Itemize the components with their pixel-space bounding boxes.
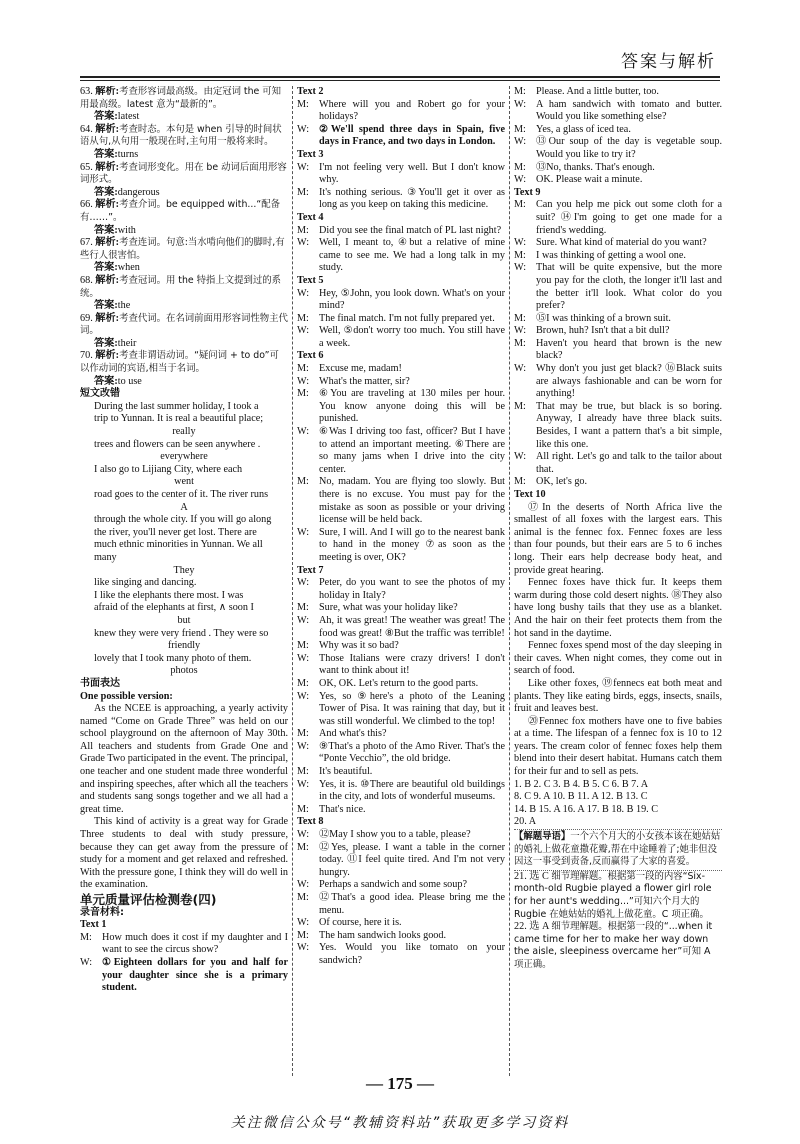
explanation-label: 解析: <box>95 312 120 324</box>
dialogue-text: Can you help me pick out some cloth for a suit? ⑭I'm going to get one made for a friend's wedding. <box>536 199 722 236</box>
correction-line: many <box>94 551 117 563</box>
correction-line: like singing and dancing. <box>94 577 197 589</box>
explanation-label: 解析: <box>95 237 120 249</box>
item-number: 68. <box>80 274 96 286</box>
dialogue-line <box>297 476 505 526</box>
column-left <box>80 86 288 1071</box>
speaker-label: M: <box>297 186 309 198</box>
answer-value: their <box>117 337 137 349</box>
speaker-label: M: <box>297 476 309 488</box>
dialogue-line <box>514 262 722 312</box>
text-title: Text 6 <box>297 350 324 362</box>
speaker-label: W: <box>297 577 310 589</box>
dialogue-line <box>514 325 722 338</box>
dialogue-line <box>297 577 505 602</box>
dialogue-line <box>514 162 722 175</box>
text-title: Text 8 <box>297 816 324 828</box>
speaker-label: W: <box>297 614 310 626</box>
correction-fix: photos <box>170 665 198 677</box>
answer-label: 答案: <box>94 375 118 387</box>
dialogue-line <box>297 225 505 238</box>
answer-item <box>80 199 288 224</box>
answer-label: 答案: <box>94 148 118 160</box>
correction-line: knew they were very friend . They were so <box>94 627 269 639</box>
speaker-label: W: <box>297 652 310 664</box>
item-number: 69. <box>80 312 96 324</box>
speaker-label: M: <box>514 400 526 412</box>
dialogue-text: ⑫Yes, please. I want a table in the corner today. ⑪I feel quite tired. And I'm not very hungry. <box>319 841 505 878</box>
dialogue-text: That's nice. <box>319 803 366 815</box>
essay-paragraph: As the NCEE is approaching, a yearly activity named “Come on Grade Three” was held on our school playground on the afternoon of May 30th. All teachers and students from Grade One and Grade Two participated in the event. The principal, one teacher and one student made three wonderful and inspiring speeches, after which all the teachers and students sang songs together and we all had a great time. <box>80 703 288 815</box>
speaker-label: M: <box>514 161 526 173</box>
section-title-writing: 书面表达 <box>80 677 120 689</box>
explanation-text: 考查代词。在名词前面用形容词性物主代词。 <box>80 312 288 337</box>
speaker-label: M: <box>297 841 309 853</box>
answer-key-line: 14. B 15. A 16. A 17. B 18. B 19. C <box>514 803 659 815</box>
answer-item <box>80 237 288 262</box>
correction-fix: friendly <box>167 640 201 652</box>
dialogue-text: The ham sandwich looks good. <box>319 929 447 941</box>
correction-fix: everywhere <box>160 451 208 463</box>
speaker-label: W: <box>297 287 310 299</box>
speaker-label: M: <box>297 677 309 689</box>
speaker-label: W: <box>80 956 93 968</box>
speaker-label: W: <box>297 917 310 929</box>
dialogue-text: ⑬No, thanks. That's enough. <box>536 161 655 173</box>
dialogue-text: Ah, it was great! The weather was great! The food was great! ⑧But the traffic was terrible! <box>319 614 505 639</box>
answer-key-line: 8. C 9. A 10. B 11. A 12. B 13. C <box>514 791 648 803</box>
dialogue-line <box>514 476 722 489</box>
dialogue-text: I'm not feeling very well. But I don't know why. <box>319 161 505 186</box>
dialogue-text: It's nothing serious. ③You'll get it over as long as you keep on taking this medicine. <box>319 186 505 211</box>
page-number: — 175 — <box>366 1074 434 1093</box>
answer-line <box>80 149 288 162</box>
dialogue-line <box>80 932 288 957</box>
answer-line <box>80 338 288 351</box>
passage-paragraph: Fennec foxes spend most of the day sleeping in their caves. When night comes, they come out in search of food. <box>514 640 722 677</box>
answer-line <box>80 262 288 275</box>
passage-paragraph: Fennec foxes have thick fur. It keeps them warm during those cold desert nights. ⑱They also have long bushy tails that they use as a blanket. And the hair on their feet protects them from the hot sand in the daytime. <box>514 577 722 639</box>
dialogue-line <box>297 942 505 967</box>
dialogue-line <box>514 250 722 263</box>
speaker-label: W: <box>297 375 310 387</box>
answer-key-line: 20. A <box>514 816 537 828</box>
text-title: Text 5 <box>297 274 324 286</box>
dialogue-line <box>297 892 505 917</box>
answer-key-line: 1. B 2. C 3. B 4. B 5. C 6. B 7. A <box>514 778 649 790</box>
dialogue-line <box>297 728 505 741</box>
dialogue-text: Where will you and Robert go for your holidays? <box>319 98 505 123</box>
answer-line <box>80 300 288 313</box>
dialogue-text: ⑥Was I driving too fast, officer? But I have to attend an important meeting. ⑥There are so many jams when I drive into the city center. <box>319 426 505 475</box>
item-number: 67. <box>80 237 96 249</box>
correction-fix: but <box>177 614 191 626</box>
speaker-label: M: <box>297 728 309 740</box>
speaker-label: W: <box>297 942 310 954</box>
dialogue-line <box>514 199 722 237</box>
dialogue-text: ②We'll spend three days in Spain, five days in France, and two days in London. <box>319 123 505 148</box>
correction-line: lovely that I took many photo of them. <box>94 652 252 664</box>
explanation-label: 解析: <box>95 274 120 286</box>
correction-line: During the last summer holiday, I took a <box>94 400 259 412</box>
answer-item <box>80 313 288 338</box>
speaker-label: M: <box>297 224 309 236</box>
dialogue-text: Perhaps a sandwich and some soup? <box>319 879 467 891</box>
solution-guide <box>514 829 722 871</box>
speaker-label: W: <box>297 426 310 438</box>
text-title: Text 9 <box>514 186 541 198</box>
answer-line <box>80 111 288 124</box>
dialogue-line <box>297 930 505 943</box>
speaker-label: W: <box>297 829 310 841</box>
dialogue-line <box>297 917 505 930</box>
dialogue-line <box>297 388 505 426</box>
speaker-label: M: <box>514 337 526 349</box>
dialogue-text: Hey, ⑤John, you look down. What's on your mind? <box>319 287 505 312</box>
speaker-label: M: <box>297 602 309 614</box>
dialogue-text: Peter, do you want to see the photos of my holiday in Italy? <box>319 577 505 601</box>
dialogue-line <box>297 804 505 817</box>
dialogue-text: I was thinking of getting a wool one. <box>536 249 686 261</box>
essay-paragraph: This kind of activity is a great way for Grade Three students to deal with study pressure, because they can get away from the pressure of study for a moment and get relaxed and refreshed. With the pressure gone, I think they will do well in the examination. <box>80 816 288 891</box>
speaker-label: M: <box>297 312 309 324</box>
footer-notice: 关注微信公众号“教辅资料站”获取更多学习资料 <box>230 1115 570 1131</box>
dialogue-line <box>297 602 505 615</box>
speaker-label: M: <box>514 123 526 135</box>
speaker-label: W: <box>514 98 527 110</box>
dialogue-line <box>514 313 722 326</box>
item-number: 63. <box>80 86 96 97</box>
dialogue-line <box>80 957 288 995</box>
speaker-label: M: <box>514 86 526 97</box>
speaker-label: M: <box>297 388 309 400</box>
answer-value: the <box>117 300 131 312</box>
dialogue-text: That may be true, but black is so boring. Anyway, I already have three black suits. Besides, I want a pattern that's a bit simple, like this one. <box>536 400 722 450</box>
guide-text: 一个六个月大的小女孩本该在她姑姑的婚礼上做花童撒花瓣,帮在中途睡着了;她非但没因这一事受到责备,反而赢得了大家的喜爱。 <box>514 831 721 868</box>
dialogue-line <box>297 187 505 212</box>
explanation-label: 解析: <box>95 161 120 173</box>
answer-label: 答案: <box>94 300 118 312</box>
dialogue-text: Yes, so ⑨here's a photo of the Leaning Tower of Pisa. It was raining that day, but it was still wonderful. We climbed to the top! <box>319 690 505 727</box>
dialogue-line <box>297 653 505 678</box>
dialogue-text: What's the matter, sir? <box>319 375 410 387</box>
answer-value: turns <box>117 148 139 160</box>
header-rule <box>80 76 720 78</box>
item-number: 22. 选 A <box>514 921 552 933</box>
speaker-label: W: <box>514 237 527 249</box>
column-divider <box>292 86 293 1076</box>
header-rule-thin <box>80 80 720 81</box>
dialogue-text: ⑬Our soup of the day is vegetable soup. Would you like to try it? <box>536 136 722 160</box>
correction-fix: A <box>180 501 188 513</box>
speaker-label: M: <box>80 931 92 943</box>
speaker-label: W: <box>297 879 310 891</box>
speaker-label: M: <box>514 312 526 324</box>
dialogue-text: Well, ⑤don't worry too much. You still have a week. <box>319 325 505 349</box>
speaker-label: W: <box>297 237 310 249</box>
dialogue-text: A ham sandwich with tomato and butter. Would you like something else? <box>536 98 722 123</box>
answer-value: to use <box>117 375 142 387</box>
answer-label: 答案: <box>94 111 118 123</box>
answer-item <box>80 275 288 300</box>
correction-fix: They <box>173 564 195 576</box>
dialogue-line <box>297 527 505 565</box>
speaker-label: W: <box>297 740 310 752</box>
dialogue-line <box>297 426 505 476</box>
column-divider <box>509 86 510 1076</box>
dialogue-line <box>297 363 505 376</box>
answer-line <box>80 187 288 200</box>
dialogue-text: Brown, huh? Isn't that a bit dull? <box>536 325 670 337</box>
speaker-label: W: <box>297 778 310 790</box>
text-title: Text 10 <box>514 489 546 500</box>
passage-paragraph: ⑳Fennec fox mothers have one to five babies at a time. The lifespan of a fennec fox is 10 to 12 years. The cream color of fennec foxes help them blend into their desert habitat. Humans catch them for their fur and to sell as pets. <box>514 715 722 778</box>
dialogue-line <box>514 338 722 363</box>
column-right <box>514 86 722 1071</box>
explanation-text: 细节理解题。根据第一段的“...when it came time for her to make her way down the aisle, sleepiness overcame her”可知 A 项正确。 <box>514 921 713 970</box>
dialogue-text: Why was it so bad? <box>319 640 399 652</box>
dialogue-text: That will be quite expensive, but the more you pay for the cloth, the longer it'll last and the better it'll look. What color do you prefer? <box>536 262 722 312</box>
text-title: Text 3 <box>297 148 324 160</box>
dialogue-text: It's beautiful. <box>319 766 373 778</box>
dialogue-text: Excuse me, madam! <box>319 363 402 375</box>
dialogue-line <box>297 691 505 729</box>
explanation-text: 考查时态。本句是 when 引导的时间状语从句,从句用一般现在时,主句用一般将来时。 <box>80 123 282 148</box>
item-number: 21. 选 C <box>514 870 552 882</box>
answer-value: dangerous <box>117 186 160 198</box>
passage-paragraph: Like other foxes, ⑲fennecs eat both meat and plants. They like eating birds, eggs, insects, snails, fruit and leaves best. <box>514 677 722 715</box>
dialogue-line <box>514 136 722 161</box>
dialogue-line <box>297 162 505 187</box>
explanation-label: 解析: <box>95 86 120 97</box>
dialogue-line <box>514 86 722 99</box>
answer-item <box>80 86 288 111</box>
answer-label: 答案: <box>94 262 118 274</box>
dialogue-line <box>297 99 505 124</box>
correction-fix: really <box>172 426 196 438</box>
dialogue-text: ⑫That's a good idea. Please bring me the menu. <box>319 892 505 916</box>
dialogue-text: OK, let's go. <box>536 476 588 488</box>
dialogue-text: How much does it cost if my daughter and I want to see the circus show? <box>102 931 288 956</box>
dialogue-text: ⑮I was thinking of a brown suit. <box>536 312 671 324</box>
dialogue-line <box>297 678 505 691</box>
writing-subtitle: One possible version: <box>80 690 173 702</box>
speaker-label: M: <box>297 640 309 652</box>
unit-title: 单元质量评估检测卷(四) <box>80 892 217 907</box>
dialogue-text: Of course, here it is. <box>319 917 402 929</box>
correction-line: I like the elephants there most. I was <box>94 589 244 601</box>
answer-line <box>80 376 288 389</box>
correction-line: trip to Yunnan. It is real a beautiful place; <box>94 413 264 425</box>
correction-fix: went <box>174 476 194 488</box>
dialogue-line <box>297 879 505 892</box>
speaker-label: M: <box>297 892 309 903</box>
answer-value: latest <box>117 111 140 123</box>
dialogue-line <box>297 640 505 653</box>
speaker-label: W: <box>297 161 310 173</box>
dialogue-text: OK, OK. Let's return to the good parts. <box>319 677 479 689</box>
explanation-text: 考查介词。be equipped with...“配备有……”。 <box>80 199 280 223</box>
item-number: 70. <box>80 350 96 362</box>
dialogue-line <box>514 237 722 250</box>
dialogue-line <box>297 237 505 275</box>
speaker-label: M: <box>297 929 309 941</box>
passage-paragraph: ⑰In the deserts of North Africa live the smallest of all foxes with the largest ears. This animal is the fennec fox. Fennec foxes are less than four pounds, but their ears are 5 to 6 inches long. Their ears help decrease body heat, and provide great hearing. <box>514 501 722 576</box>
correction-line: trees and flowers can be seen anywhere . <box>94 438 261 450</box>
dialogue-line <box>297 325 505 350</box>
speaker-label: W: <box>297 123 310 135</box>
dialogue-line <box>297 779 505 804</box>
dialogue-line <box>297 766 505 779</box>
explanation-text: 考查冠词。用 the 特指上文提到过的系统。 <box>80 274 282 299</box>
dialogue-text: Yes, a glass of iced tea. <box>536 123 631 135</box>
answer-label: 答案: <box>94 186 118 198</box>
explanation-text: 细节理解题。根据第一段的内容“Six-month-old Rugbie played a flower girl role for her aunt's wedding...”可知六个月大的 Rugbie 在她姑姑的婚礼上做花童。C 项正确。 <box>514 870 712 920</box>
dialogue-text: Why don't you just get black? ⑯Black suits are always fashionable and can be worn for anything! <box>536 363 722 400</box>
dialogue-line <box>514 174 722 187</box>
speaker-label: W: <box>514 451 527 463</box>
text-title: Text 2 <box>297 86 324 97</box>
page-header-title: 答案与解析 <box>621 52 716 72</box>
dialogue-text: Sure. What kind of material do you want? <box>536 237 707 249</box>
dialogue-text: Sure, what was your holiday like? <box>319 602 458 614</box>
speaker-label: W: <box>514 325 527 337</box>
dialogue-text: Did you see the final match of PL last night? <box>319 224 502 236</box>
correction-line: the river, you'll never get lost. There are <box>94 526 257 538</box>
dialogue-line <box>297 741 505 766</box>
dialogue-text: Yes. Would you like tomato on your sandwich? <box>319 942 505 966</box>
explanation-text: 考查连词。句意:当水啃向他们的脚时,有些行人很害怕。 <box>80 237 285 261</box>
speaker-label: W: <box>514 136 527 148</box>
speaker-label: W: <box>297 325 310 337</box>
dialogue-line <box>514 99 722 124</box>
text-title: Text 1 <box>80 919 107 931</box>
correction-line: I also go to Lijiang City, where each <box>94 463 243 475</box>
dialogue-line <box>297 376 505 389</box>
dialogue-line <box>297 842 505 880</box>
dialogue-text: ⑨That's a photo of the Amo River. That's the “Ponte Vecchio”, the old bridge. <box>319 740 505 765</box>
dialogue-text: OK. Please wait a minute. <box>536 174 643 186</box>
speaker-label: M: <box>297 363 309 375</box>
answer-line <box>80 225 288 238</box>
dialogue-line <box>514 451 722 476</box>
text-title: Text 7 <box>297 564 324 576</box>
speaker-label: W: <box>297 690 310 702</box>
dialogue-line <box>514 401 722 451</box>
dialogue-text: All right. Let's go and talk to the tailor about that. <box>536 451 722 475</box>
item-number: 66. <box>80 199 96 211</box>
speaker-label: M: <box>514 199 526 211</box>
answer-item <box>80 350 288 375</box>
dialogue-text: Well, I meant to, ④but a relative of mine came to see me. We had a long talk in my study. <box>319 237 505 274</box>
dialogue-text: Please. And a little butter, too. <box>536 86 659 97</box>
explanation-text: 考查形容词最高级。由定冠词 the 可知用最高级。latest 意为“最新的”。 <box>80 86 282 110</box>
dialogue-text: No, madam. You are flying too slowly. But there is no excuse. You must pay for the mistake as soon as possible or your driving license will be held back. <box>319 476 505 526</box>
answer-label: 答案: <box>94 224 118 236</box>
answer-item <box>80 162 288 187</box>
answer-value: with <box>117 224 136 236</box>
speaker-label: M: <box>297 98 309 110</box>
dialogue-line <box>514 363 722 401</box>
explanation-text: 考查词形变化。用在 be 动词后面用形容词形式。 <box>80 161 287 186</box>
explanation-label: 解析: <box>95 123 120 135</box>
listening-title: 录音材料: <box>80 906 124 918</box>
dialogue-line <box>514 124 722 137</box>
dialogue-text: ①Eighteen dollars for you and half for your daughter since she is a primary student. <box>102 956 288 994</box>
dialogue-line <box>297 124 505 149</box>
explanation-label: 解析: <box>95 350 120 362</box>
answer-item <box>80 124 288 149</box>
guide-label: 【解题导语】 <box>514 831 571 843</box>
dialogue-line <box>297 615 505 640</box>
explanation-text: 考查非谓语动词。“疑问词 + to do”可以作动词的宾语,相当于名词。 <box>80 350 279 375</box>
dialogue-line <box>297 288 505 313</box>
item-number: 65. <box>80 161 96 173</box>
speaker-label: W: <box>297 526 310 538</box>
dialogue-text: Haven't you heard that brown is the new black? <box>536 337 722 362</box>
answer-value: when <box>117 262 140 274</box>
answer-item <box>514 871 722 921</box>
text-title: Text 4 <box>297 211 324 223</box>
speaker-label: W: <box>514 262 527 274</box>
answer-label: 答案: <box>94 337 118 349</box>
correction-line: through the whole city. If you will go along <box>94 514 272 526</box>
correction-line: afraid of the elephants at first, ∧ soon I <box>94 602 254 614</box>
dialogue-line <box>297 313 505 326</box>
section-title-correction: 短文改错 <box>80 388 120 400</box>
correction-line: much ethnic minorities in Yunnan. We all <box>94 539 263 551</box>
correction-line: road goes to the center of it. The river runs <box>94 489 269 500</box>
dialogue-text: Sure, I will. And I will go to the nearest bank to hand in the money ⑦as soon as the meeting is over, OK? <box>319 526 505 563</box>
column-middle <box>297 86 505 1071</box>
dialogue-text: ⑥You are traveling at 130 miles per hour. You know anyone doing this will be punished. <box>319 388 505 425</box>
item-number: 64. <box>80 123 96 135</box>
dialogue-text: Those Italians were crazy drivers! I don't want to think about it! <box>319 652 505 677</box>
dialogue-text: Yes, it is. ⑩There are beautiful old buildings in the city, and lots of wonderful museums. <box>319 778 505 803</box>
speaker-label: W: <box>514 174 527 186</box>
speaker-label: W: <box>514 363 527 375</box>
dialogue-text: The final match. I'm not fully prepared yet. <box>319 312 495 324</box>
speaker-label: M: <box>514 249 526 261</box>
speaker-label: M: <box>297 803 309 815</box>
speaker-label: M: <box>514 476 526 488</box>
answer-item <box>514 921 722 971</box>
explanation-label: 解析: <box>95 199 120 211</box>
speaker-label: M: <box>297 766 309 778</box>
dialogue-line <box>297 829 505 842</box>
dialogue-text: And what's this? <box>319 728 387 740</box>
dialogue-text: ⑫May I show you to a table, please? <box>319 829 471 841</box>
